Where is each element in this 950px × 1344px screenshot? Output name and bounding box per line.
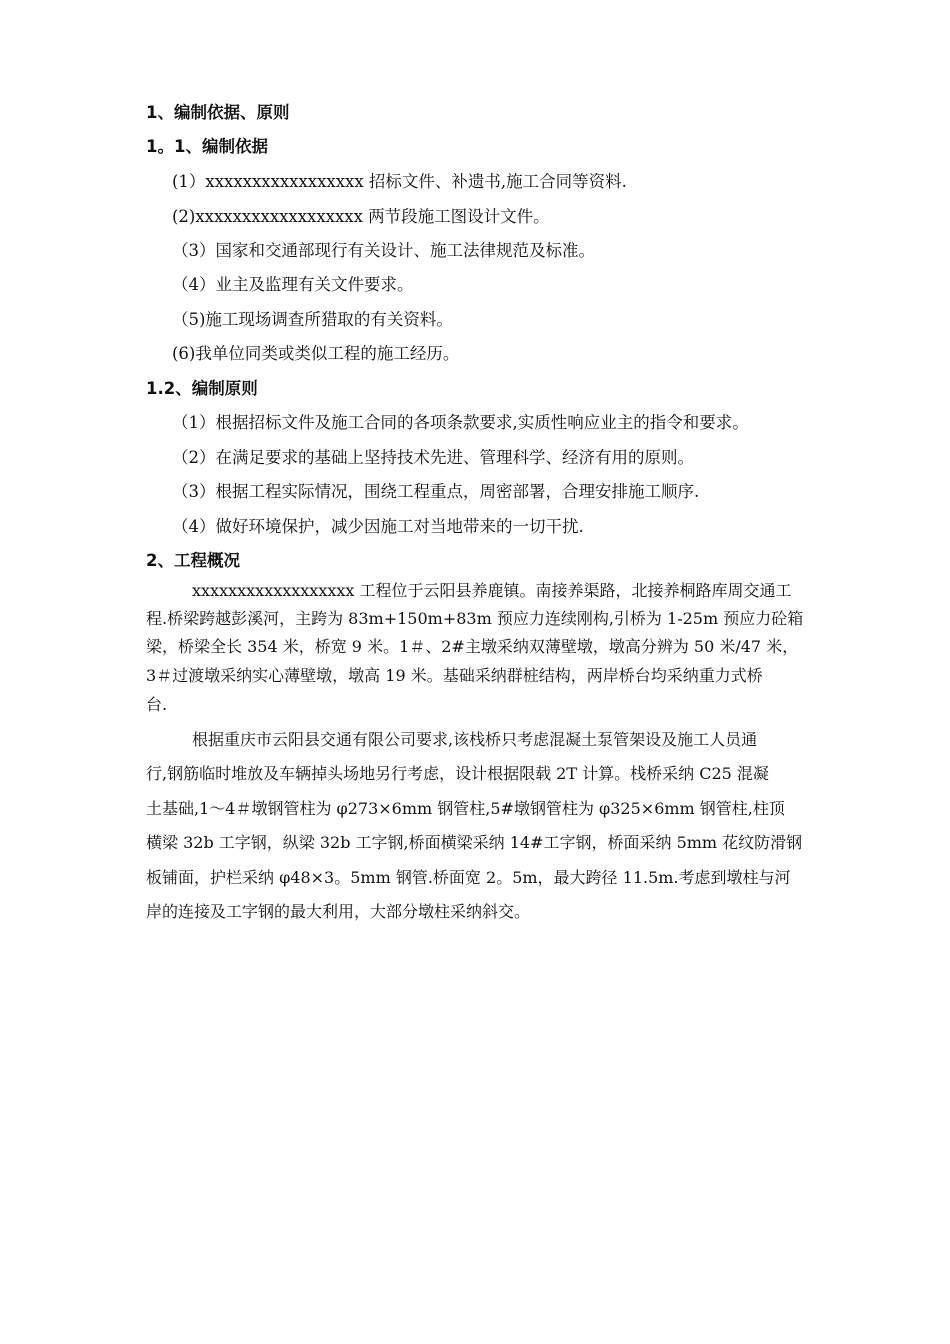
basis-item: （4）业主及监理有关文件要求。 — [172, 275, 414, 294]
basis-item: （5)施工现场调查所猎取的有关资料。 — [172, 310, 453, 329]
trestle-line: 岸的连接及工字钢的最大利用，大部分墩柱采纳斜交。 — [146, 902, 531, 921]
section-2-heading: 2、工程概况 — [146, 551, 240, 570]
section-1-1-heading: 1。1、编制依据 — [146, 137, 268, 156]
trestle-line: 行,钢筋临时堆放及车辆掉头场地另行考虑，设计根据限载 2T 计算。栈桥采纳 C25 混凝 — [146, 764, 769, 783]
principle-item: （2）在满足要求的基础上坚持技术先进、管理科学、经济有用的原则。 — [172, 448, 694, 467]
trestle-line: 土基础,1～4＃墩钢管柱为 φ273×6mm 钢管柱,5#墩钢管柱为 φ325×6mm 钢管柱,柱顶 — [146, 799, 785, 818]
trestle-line: 根据重庆市云阳县交通有限公司要求,该栈桥只考虑混凝土泵管架设及施工人员通 — [192, 730, 758, 749]
basis-item: (1）xxxxxxxxxxxxxxxxx 招标文件、补遗书,施工合同等资料. — [172, 172, 627, 191]
overview-line: 台. — [146, 695, 168, 714]
section-1-2-heading: 1.2、编制原则 — [146, 379, 258, 398]
trestle-line: 板铺面，护栏采纳 φ48×3。5mm 钢管.桥面宽 2。5m，最大跨径 11.5m.考虑到墩柱与河 — [146, 868, 791, 887]
basis-item: (2)xxxxxxxxxxxxxxxxxx 两节段施工图设计文件。 — [172, 207, 550, 226]
overview-line: 3＃过渡墩采纳实心薄壁墩，墩高 19 米。基础采纳群桩结构，两岸桥台均采纳重力式桥 — [146, 666, 763, 685]
section-1-heading: 1、编制依据、原则 — [146, 103, 290, 122]
overview-line: 程.桥梁跨越彭溪河，主跨为 83m+150m+83m 预应力连续刚构,引桥为 1-25m 预应力砼箱 — [146, 609, 804, 628]
principle-item: （3）根据工程实际情况，围绕工程重点，周密部署，合理安排施工顺序. — [172, 482, 700, 501]
overview-line: 梁，桥梁全长 354 米，桥宽 9 米。1＃、2#主墩采纳双薄壁墩，墩高分辨为 50 米/47 米， — [146, 637, 799, 656]
principle-item: （4）做好环境保护，减少因施工对当地带来的一切干扰. — [172, 517, 584, 536]
basis-item: (6)我单位同类或类似工程的施工经历。 — [172, 344, 460, 363]
basis-item: （3）国家和交通部现行有关设计、施工法律规范及标准。 — [172, 241, 595, 260]
trestle-line: 横梁 32b 工字钢，纵梁 32b 工字钢,桥面横梁采纳 14#工字钢，桥面采纳 5mm 花纹防滑钢 — [146, 833, 803, 852]
overview-line: xxxxxxxxxxxxxxxxxx 工程位于云阳县养鹿镇。南接养渠路，北接养桐路库周交通工 — [192, 581, 792, 600]
principle-item: （1）根据招标文件及施工合同的各项条款要求,实质性响应业主的指令和要求。 — [172, 413, 749, 432]
